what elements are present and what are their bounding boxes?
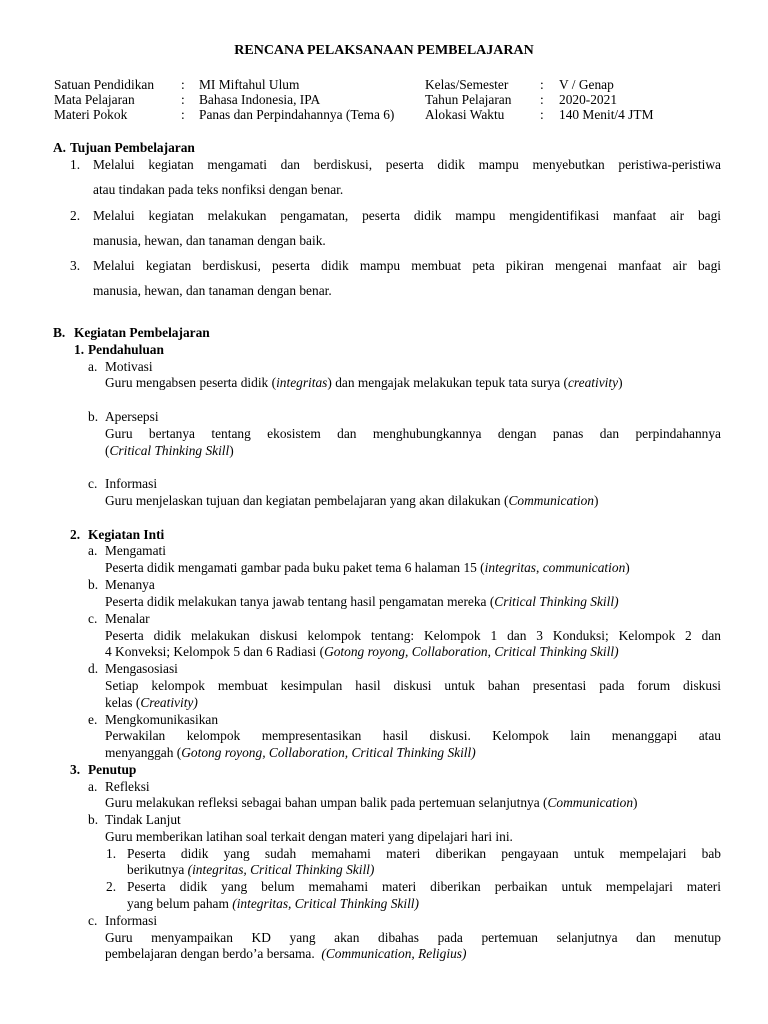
identity-separator: : [540, 77, 544, 92]
item-title: Apersepsi [105, 409, 159, 424]
page-title: RENCANA PELAKSANAAN PEMBELAJARAN [234, 43, 534, 58]
item-text: Peserta didik melakukan diskusi kelompok tentang: Kelompok 1 dan 3 Konduksi; Kelompok 2 dan [105, 628, 721, 643]
identity-label: Alokasi Waktu [425, 107, 505, 122]
item-text: Guru mengabsen peserta didik (integritas) dan mengajak melakukan tepuk tata surya (creativity) [105, 375, 623, 390]
item-letter: c. [88, 611, 98, 626]
item-text: kelas (Creativity) [105, 695, 198, 710]
item-letter: d. [88, 661, 99, 676]
identity-separator: : [181, 107, 185, 122]
item-text: pembelajaran dengan berdo’a bersama. (Communication, Religius) [105, 946, 467, 961]
item-letter: b. [88, 577, 99, 592]
identity-separator: : [540, 92, 544, 107]
list-item-text: atau tindakan pada teks nonfiksi dengan benar. [93, 182, 344, 197]
item-letter: a. [88, 359, 98, 374]
list-item-text: Peserta didik yang belum memahami materi diberikan perbaikan untuk mempelajari materi [127, 879, 721, 894]
list-number: 2. [106, 879, 117, 894]
item-letter: c. [88, 913, 98, 928]
section-heading: Kegiatan Pembelajaran [74, 325, 210, 340]
item-letter: a. [88, 779, 98, 794]
item-text: 4 Konveksi; Kelompok 5 dan 6 Radiasi (Gotong royong, Collaboration, Critical Thinking Skill) [105, 644, 619, 659]
identity-separator: : [181, 92, 185, 107]
item-title: Mengkomunikasikan [105, 712, 219, 727]
subsection-number: 3. [70, 762, 81, 777]
identity-value: V / Genap [559, 77, 614, 92]
item-letter: a. [88, 543, 98, 558]
item-text: menyanggah (Gotong royong, Collaboration, Critical Thinking Skill) [105, 745, 476, 760]
list-number: 1. [70, 157, 81, 172]
subsection-number: 2. [70, 527, 81, 542]
list-item-text: Melalui kegiatan melakukan pengamatan, peserta didik mampu mengidentifikasi manfaat air bagi [93, 208, 721, 223]
item-text: Perwakilan kelompok mempresentasikan hasil diskusi. Kelompok lain menanggapi atau [105, 728, 721, 743]
identity-label: Satuan Pendidikan [54, 77, 155, 92]
identity-label: Tahun Pelajaran [425, 92, 512, 107]
item-text: Peserta didik melakukan tanya jawab tentang hasil pengamatan mereka (Critical Thinking Skill) [105, 594, 619, 609]
section-marker: B. [53, 325, 66, 340]
subsection-heading: Penutup [88, 762, 137, 777]
subsection-number: 1. [74, 342, 85, 357]
list-item-text: manusia, hewan, dan tanaman dengan benar. [93, 283, 332, 298]
item-letter: c. [88, 476, 98, 491]
section-heading: Tujuan Pembelajaran [70, 140, 195, 155]
item-title: Informasi [105, 476, 158, 491]
list-number: 2. [70, 208, 81, 223]
list-item-text: Melalui kegiatan mengamati dan berdiskusi, peserta didik mampu menyebutkan peristiwa-peristiwa [93, 157, 721, 172]
identity-value: 140 Menit/4 JTM [559, 107, 654, 122]
item-text: Guru menjelaskan tujuan dan kegiatan pembelajaran yang akan dilakukan (Communication) [105, 493, 599, 508]
item-text: Guru memberikan latihan soal terkait dengan materi yang dipelajari hari ini. [105, 829, 513, 844]
item-title: Menanya [105, 577, 155, 592]
item-title: Motivasi [105, 359, 153, 374]
identity-label: Materi Pokok [54, 107, 128, 122]
identity-label: Mata Pelajaran [54, 92, 135, 107]
item-text: Setiap kelompok membuat kesimpulan hasil diskusi untuk bahan presentasi pada forum diskusi [105, 678, 721, 693]
item-title: Mengamati [105, 543, 166, 558]
identity-value: Bahasa Indonesia, IPA [199, 92, 321, 107]
item-text: Guru melakukan refleksi sebagai bahan umpan balik pada pertemuan selanjutnya (Communication) [105, 795, 638, 810]
identity-separator: : [540, 107, 544, 122]
list-number: 1. [106, 846, 117, 861]
item-text: Guru menyampaikan KD yang akan dibahas pada pertemuan selanjutnya dan menutup [105, 930, 721, 945]
item-title: Refleksi [105, 779, 150, 794]
item-title: Tindak Lanjut [105, 812, 181, 827]
list-item-text: Melalui kegiatan berdiskusi, peserta didik mampu membuat peta pikiran mengenai manfaat air bagi [93, 258, 721, 273]
list-item-text: manusia, hewan, dan tanaman dengan baik. [93, 233, 326, 248]
item-title: Mengasosiasi [105, 661, 178, 676]
item-title: Menalar [105, 611, 150, 626]
item-letter: e. [88, 712, 98, 727]
identity-value: Panas dan Perpindahannya (Tema 6) [199, 107, 395, 122]
item-text: Peserta didik mengamati gambar pada buku paket tema 6 halaman 15 (integritas, communication) [105, 560, 630, 575]
section-marker: A. [53, 140, 67, 155]
identity-value: 2020-2021 [559, 92, 618, 107]
identity-label: Kelas/Semester [425, 77, 509, 92]
item-letter: b. [88, 409, 99, 424]
list-item-text: yang belum paham (integritas, Critical Thinking Skill) [127, 896, 419, 911]
item-letter: b. [88, 812, 99, 827]
subsection-heading: Pendahuluan [88, 342, 164, 357]
list-number: 3. [70, 258, 81, 273]
list-item-text: Peserta didik yang sudah memahami materi diberikan pengayaan untuk mempelajari bab [127, 846, 721, 861]
identity-value: MI Miftahul Ulum [199, 77, 300, 92]
item-title: Informasi [105, 913, 158, 928]
subsection-heading: Kegiatan Inti [88, 527, 165, 542]
list-item-text: berikutnya (integritas, Critical Thinking Skill) [127, 862, 375, 877]
item-text: (Critical Thinking Skill) [105, 443, 234, 458]
item-text: Guru bertanya tentang ekosistem dan menghubungkannya dengan panas dan perpindahannya [105, 426, 721, 441]
identity-separator: : [181, 77, 185, 92]
